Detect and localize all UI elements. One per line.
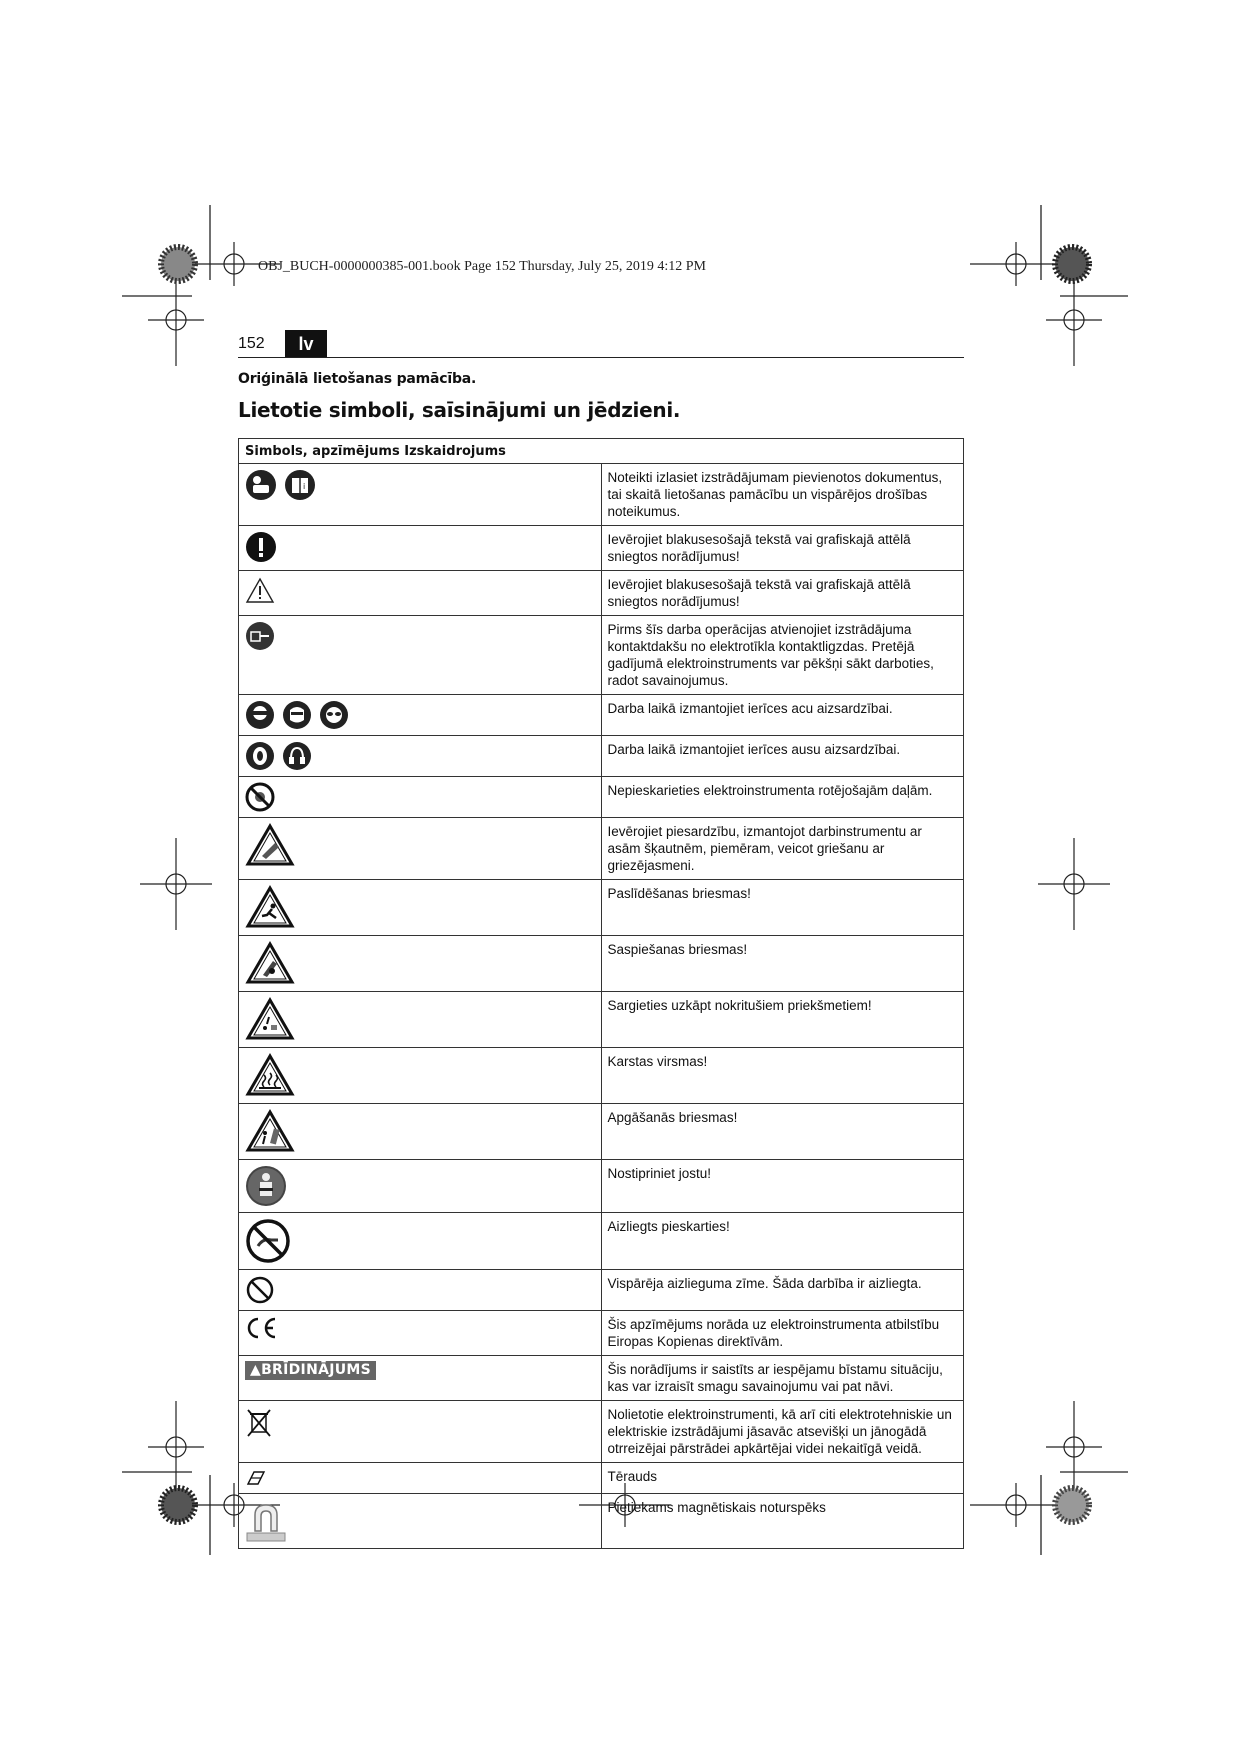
explanation-cell: Ievērojiet blakusesošajā tekstā vai grafiskajā attēlā sniegtos norādījumus! — [601, 526, 964, 571]
eye-protection-icon — [319, 700, 349, 730]
explanation-cell: Nepieskarieties elektroinstrumenta rotējošajām daļām. — [601, 777, 964, 818]
symbol-cell — [239, 1160, 602, 1213]
table-row — [239, 464, 964, 526]
weee-bin-icon — [245, 1406, 273, 1438]
table-row — [239, 818, 964, 880]
symbol-cell — [239, 1104, 602, 1160]
symbol-cell — [239, 695, 602, 736]
prohibition-icon — [245, 1275, 275, 1305]
mandatory-exclamation-icon — [245, 531, 277, 563]
ear-protection-icon — [245, 741, 275, 771]
explanation-cell: Aizliegts pieskarties! — [601, 1213, 964, 1270]
table-row — [239, 1270, 964, 1311]
table-row — [239, 526, 964, 571]
table-row — [239, 1213, 964, 1270]
warning-triangle-icon — [245, 576, 275, 604]
explanation-cell: Ievērojiet piesardzību, izmantojot darbinstrumentu ar asām šķautnēm, piemēram, veicot griešanu ar griezējasmeni. — [601, 818, 964, 880]
hot-surface-icon — [245, 1053, 295, 1097]
ear-muffs-icon — [282, 741, 312, 771]
book-icon — [284, 469, 316, 501]
table-row — [239, 992, 964, 1048]
symbol-cell — [239, 616, 602, 695]
fasten-belt-icon — [245, 1165, 287, 1207]
table-row — [239, 736, 964, 777]
symbol-cell — [239, 1463, 602, 1494]
symbol-cell — [239, 992, 602, 1048]
explanation-cell: Vispārēja aizlieguma zīme. Šāda darbība ir aizliegta. — [601, 1270, 964, 1311]
language-badge: lv — [285, 330, 327, 358]
table-row — [239, 1401, 964, 1463]
steel-icon — [245, 1468, 267, 1488]
table-row — [239, 1160, 964, 1213]
tip-over-hazard-icon — [245, 1109, 295, 1153]
unplug-icon — [245, 621, 275, 651]
table-row — [239, 880, 964, 936]
file-info-header: OBJ_BUCH-0000000385-001.book Page 152 Thursday, July 25, 2019 4:12 PM — [258, 259, 707, 274]
symbol-cell — [239, 1213, 602, 1270]
table-row — [239, 1104, 964, 1160]
explanation-cell: Nostipriniet jostu! — [601, 1160, 964, 1213]
explanation-cell: Nolietotie elektroinstrumenti, kā arī citi elektrotehniskie un elektriskie izstrādājumi jāsavāc atsevišķi un jānogādā otrreizējai pārstrādei apkārtējai videi nekaitīgā veidā. — [601, 1401, 964, 1463]
symbol-cell — [239, 1311, 602, 1356]
table-header: Simbols, apzīmējums Izskaidrojums — [239, 439, 964, 464]
table-row — [239, 1311, 964, 1356]
explanation-cell: Saspiešanas briesmas! — [601, 936, 964, 992]
symbols-table — [238, 438, 964, 1549]
table-row — [239, 936, 964, 992]
table-row — [239, 1048, 964, 1104]
sharp-edges-warning-icon — [245, 823, 295, 867]
table-row — [239, 777, 964, 818]
explanation-cell: Pietiekams magnētiskais noturspēks — [601, 1494, 964, 1549]
symbol-cell — [239, 1401, 602, 1463]
table-row — [239, 616, 964, 695]
symbol-cell — [239, 777, 602, 818]
explanation-cell: Darba laikā izmantojiet ierīces ausu aizsardzībai. — [601, 736, 964, 777]
crush-hazard-icon — [245, 941, 295, 985]
explanation-cell: Paslīdēšanas briesmas! — [601, 880, 964, 936]
symbol-cell — [239, 571, 602, 616]
table-row — [239, 695, 964, 736]
table-header-row — [239, 439, 964, 464]
symbol-cell — [239, 1048, 602, 1104]
symbol-cell — [239, 1494, 602, 1549]
explanation-cell: Apgāšanās briesmas! — [601, 1104, 964, 1160]
section-title: Lietotie simboli, saīsinājumi un jēdzieni. — [238, 398, 681, 422]
safety-goggles-icon — [245, 700, 275, 730]
svg-text:i: i — [302, 482, 305, 491]
symbol-cell — [239, 736, 602, 777]
symbol-cell — [239, 818, 602, 880]
falling-objects-icon — [245, 997, 295, 1041]
explanation-cell: Sargieties uzkāpt nokritušiem priekšmetiem! — [601, 992, 964, 1048]
explanation-cell: Darba laikā izmantojiet ierīces acu aizsardzībai. — [601, 695, 964, 736]
symbol-cell — [239, 1356, 602, 1401]
slip-hazard-icon — [245, 885, 295, 929]
explanation-cell: Noteikti izlasiet izstrādājumam pievienotos dokumentus, tai skaitā lietošanas pamācību un vispārējos drošības noteikumus. — [601, 464, 964, 526]
symbol-cell — [239, 464, 602, 526]
explanation-cell: Pirms šīs darba operācijas atvienojiet izstrādājuma kontaktdakšu no elektrotīkla kontaktligzdas. Pretējā gadījumā elektroinstruments var pēkšņi sākt darboties, radot savainojumus. — [601, 616, 964, 695]
explanation-cell: Karstas virsmas! — [601, 1048, 964, 1104]
symbol-cell — [239, 880, 602, 936]
explanation-cell: Ievērojiet blakusesošajā tekstā vai grafiskajā attēlā sniegtos norādījumus! — [601, 571, 964, 616]
document-subtitle: Oriģinālā lietošanas pamācība. — [238, 371, 477, 387]
no-touch-rotating-icon — [245, 782, 275, 812]
warning-label-text: BRĪDINĀJUMS — [261, 1362, 372, 1378]
warning-label-icon: ▲BRĪDINĀJUMS — [245, 1361, 376, 1380]
symbol-cell — [239, 1270, 602, 1311]
read-manual-icon — [245, 469, 277, 501]
face-shield-icon — [282, 700, 312, 730]
symbol-cell — [239, 526, 602, 571]
table-row — [239, 1356, 964, 1401]
symbol-cell — [239, 936, 602, 992]
explanation-cell: Tērauds — [601, 1463, 964, 1494]
explanation-cell: Šis apzīmējums norāda uz elektroinstrumenta atbilstību Eiropas Kopienas direktīvām. — [601, 1311, 964, 1356]
table-row — [239, 1463, 964, 1494]
no-touching-icon — [245, 1218, 291, 1264]
page-number: 152 — [238, 335, 265, 352]
explanation-cell: Šis norādījums ir saistīts ar iespējamu bīstamu situāciju, kas var izraisīt smagu savainojumu vai pat nāvi. — [601, 1356, 964, 1401]
ce-mark-icon — [245, 1316, 279, 1340]
table-row — [239, 571, 964, 616]
header-rule — [238, 357, 964, 358]
magnet-icon — [245, 1499, 287, 1543]
table-row — [239, 1494, 964, 1549]
